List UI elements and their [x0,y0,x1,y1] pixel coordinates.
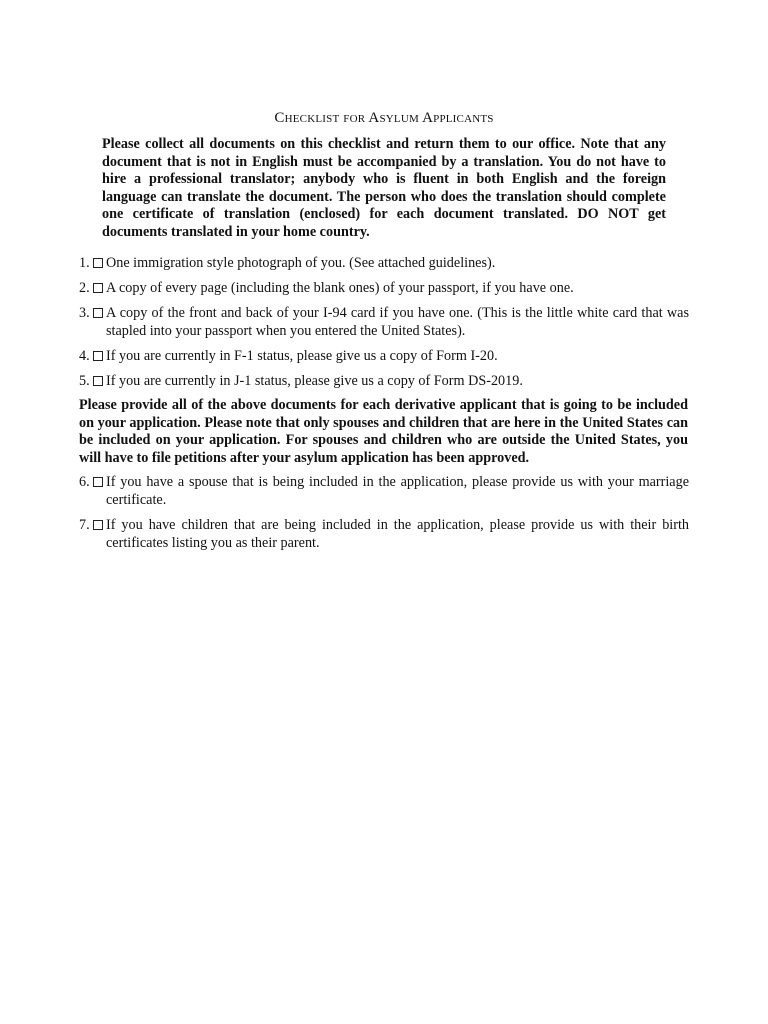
checkbox-icon[interactable] [93,308,103,318]
item-number: 4. [79,348,90,364]
item-text: If you are currently in J-1 status, please give us a copy of Form DS-2019. [106,373,523,389]
checklist-item [79,347,689,365]
derivative-note: Please provide all of the above documents for each derivative applicant that is going to be included on your application. Please note that only spouses and children that are here in the United States can be included on your application. For spouses and children who are outside the United States, you will have to file petitions after your asylum application has been approved. [79,397,688,466]
item-number: 6. [79,474,90,490]
item-text: A copy of the front and back of your I-94 card if you have one. (This is the little white card that was stapled into your passport when you entered the United States). [106,305,689,339]
checklist-item [79,304,689,340]
item-number: 7. [79,517,90,533]
item-number: 2. [79,280,90,296]
checklist-part-1 [79,254,689,397]
checklist-item [79,473,689,509]
item-text: If you are currently in F-1 status, please give us a copy of Form I-20. [106,348,498,364]
item-text: A copy of every page (including the blank ones) of your passport, if you have one. [106,280,574,296]
checkbox-icon[interactable] [93,520,103,530]
checklist-part-2 [79,473,689,559]
intro-paragraph: Please collect all documents on this checklist and return them to our office. Note that any document that is not in English must be accompanied by a translation. You do not have to hire a professional translator; anybody who is fluent in both English and the foreign language can translate the document. The person who does the translation should complete one certificate of translation (enclosed) for each document translated. DO NOT get documents translated in your home country. [102,136,666,240]
checklist-item [79,279,689,297]
item-text: One immigration style photograph of you. (See attached guidelines). [106,255,496,271]
checkbox-icon[interactable] [93,258,103,268]
checkbox-icon[interactable] [93,283,103,293]
item-number: 5. [79,373,90,389]
checkbox-icon[interactable] [93,477,103,487]
checkbox-icon[interactable] [93,351,103,361]
item-number: 1. [79,255,90,271]
checkbox-icon[interactable] [93,376,103,386]
document-title: Checklist for Asylum Applicants [274,110,494,126]
item-number: 3. [79,305,90,321]
checklist-item [79,372,689,390]
item-text: If you have a spouse that is being included in the application, please provide us with your marriage certificate. [106,474,689,508]
item-text: If you have children that are being included in the application, please provide us with their birth certificates listing you as their parent. [106,517,689,551]
checklist-item [79,254,689,272]
checklist-item [79,516,689,552]
